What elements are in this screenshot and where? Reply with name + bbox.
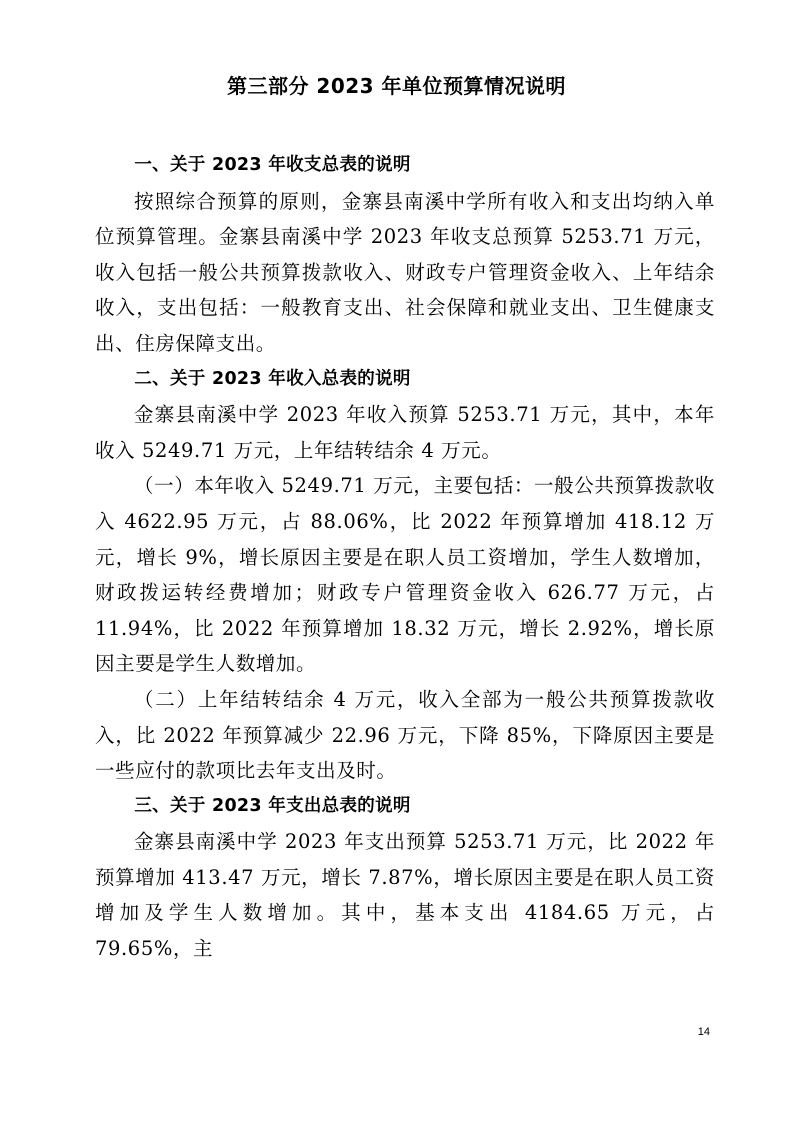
section-heading-3: 三、关于 2023 年支出总表的说明 <box>134 795 411 816</box>
document-body <box>95 148 715 967</box>
section-heading-2: 二、关于 2023 年收入总表的说明 <box>134 368 411 389</box>
page-number: 14 <box>697 1026 710 1038</box>
paragraph-1-1: 按照综合预算的原则，金寨县南溪中学所有收入和支出均纳入单位预算管理。金寨县南溪中学 2023 年收支总预算 5253.71 万元，收入包括一般公共预算拨款收入、财政专户管理资金收入、上年结余收入，支出包括：一般教育支出、社会保障和就业支出、卫生健康支出、住房保障支出。 <box>95 189 715 355</box>
paragraph-3-1: 金寨县南溪中学 2023 年支出预算 5253.71 万元，比 2022 年预算增加 413.47 万元，增长 7.87%，增长原因主要是在职人员工资增加及学生人数增加。其中，基本支出 4184.65 万元，占 79.65%，主 <box>95 830 715 961</box>
paragraph-2-2: （一）本年收入 5249.71 万元，主要包括：一般公共预算拨款收入 4622.95 万元，占 88.06%，比 2022 年预算增加 418.12 万元，增长 9%，增长原因主要是在职人员工资增加，学生人数增加，财政拨运转经费增加；财政专户管理资金收入 626.77 万元，占 11.94%，比 2022 年预算增加 18.32 万元，增长 2.92%，增长原因主要是学生人数增加。 <box>95 474 715 676</box>
paragraph-2-1: 金寨县南溪中学 2023 年收入预算 5253.71 万元，其中，本年收入 5249.71 万元，上年结转结余 4 万元。 <box>95 403 715 462</box>
section-heading-1: 一、关于 2023 年收支总表的说明 <box>134 155 411 175</box>
page-title: 第三部分 2023 年单位预算情况说明 <box>226 74 567 98</box>
paragraph-2-3: （二）上年结转结余 4 万元，收入全部为一般公共预算拨款收入，比 2022 年预算减少 22.96 万元，下降 85%，下降原因主要是一些应付的款项比去年支出及时。 <box>95 687 715 783</box>
